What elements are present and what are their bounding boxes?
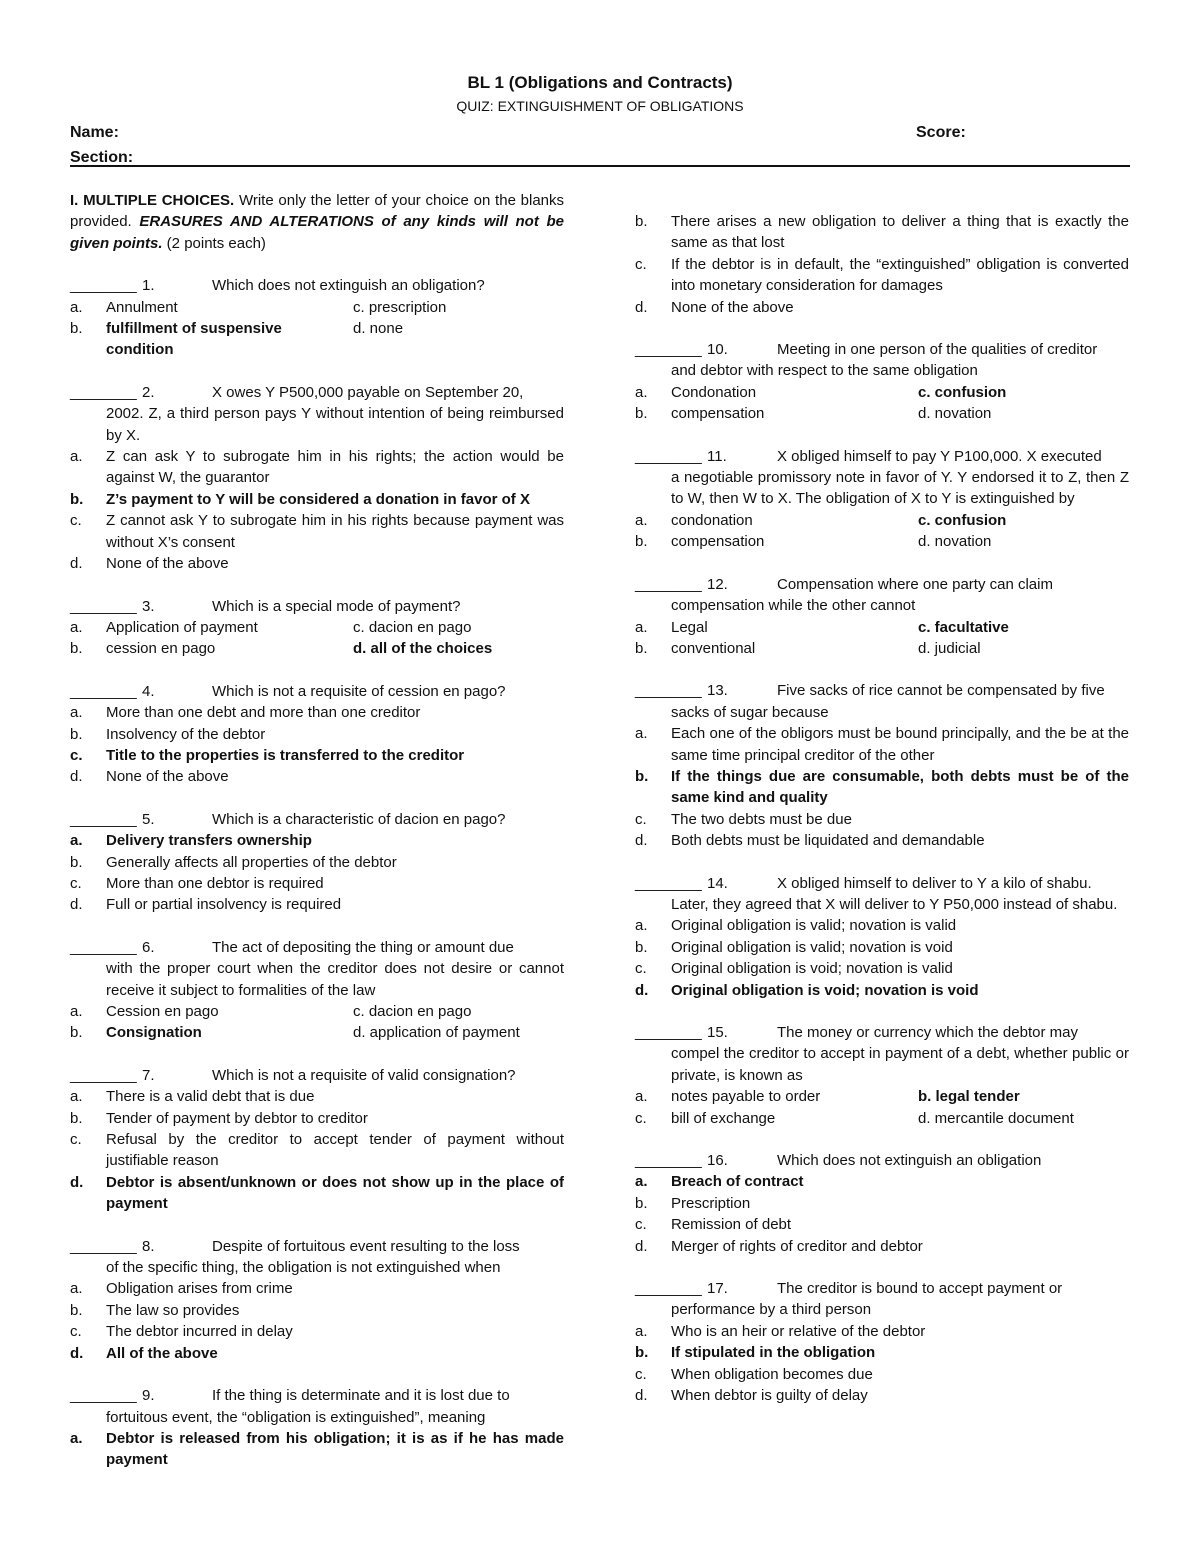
option-d: None of the above [671, 298, 794, 316]
question-11 [635, 446, 1129, 553]
option-a: Breach of contract [671, 1173, 804, 1191]
option-letter: c. [70, 746, 83, 764]
option-letter: d. [635, 1237, 648, 1255]
option-letter: b. [70, 1301, 83, 1319]
option-d: Debtor is absent/unknown or does not show up in the place of payment [106, 1173, 564, 1213]
option-c: The debtor incurred in delay [106, 1323, 293, 1341]
question-number: 11. [707, 447, 727, 465]
question-text-cont: and debtor with respect to the same obligation [671, 362, 978, 380]
question-text: The creditor is bound to accept payment or [777, 1280, 1063, 1298]
option-c: When obligation becomes due [671, 1365, 873, 1383]
option-d: d. novation [918, 405, 992, 423]
question-text: The act of depositing the thing or amount due [212, 938, 514, 956]
question-number: 3. [142, 597, 155, 615]
option-a: Each one of the obligors must be bound principally, and the be at the same time principal creditor of the other [671, 725, 1129, 764]
option-c: More than one debtor is required [106, 874, 324, 892]
option-letter: a. [635, 1322, 648, 1340]
option-a: Who is an heir or relative of the debtor [671, 1322, 926, 1340]
question-number: 7. [142, 1066, 155, 1084]
question-text: If the thing is determinate and it is lost due to [212, 1387, 510, 1405]
question-text: Which is a special mode of payment? [212, 597, 461, 615]
question-1 [70, 275, 564, 361]
option-c: c. dacion en pago [353, 618, 472, 636]
question-text-cont: of the specific thing, the obligation is not extinguished when [106, 1259, 501, 1277]
option-letter: d. [635, 298, 648, 316]
option-d: When debtor is guilty of delay [671, 1387, 868, 1405]
question-text: X obliged himself to pay Y P100,000. X executed [777, 447, 1102, 465]
answer-blank[interactable]: ________ [70, 597, 137, 615]
answer-blank[interactable]: ________ [70, 1237, 137, 1255]
option-letter: a. [70, 704, 83, 722]
option-letter: b. [70, 1024, 83, 1042]
option-letter: a. [70, 448, 83, 466]
question-number: 15. [707, 1024, 728, 1041]
option-c: Z cannot ask Y to subrogate him in his rights because payment was without X’s consent [106, 512, 564, 551]
option-letter: a. [70, 618, 83, 636]
question-text: Which is not a requisite of cession en pago? [212, 682, 506, 700]
header-rule [70, 165, 1130, 167]
score-label: Score: [916, 124, 966, 141]
option-letter: a. [70, 1003, 83, 1020]
option-a: Application of payment [106, 618, 258, 636]
question-text: X obliged himself to deliver to Y a kilo of shabu. [777, 874, 1092, 892]
option-letter: a. [635, 618, 648, 636]
option-d: d. all of the choices [353, 640, 493, 658]
option-c: Title to the properties is transferred to the creditor [106, 746, 465, 764]
option-letter: b. [70, 640, 83, 658]
quiz-title: QUIZ: EXTINGUISHMENT OF OBLIGATIONS [456, 98, 744, 114]
question-number: 16. [707, 1152, 728, 1170]
option-letter: b. [635, 1344, 649, 1362]
answer-blank[interactable]: ________ [635, 447, 702, 465]
answer-blank[interactable]: ________ [70, 810, 137, 828]
option-letter: a. [70, 832, 83, 850]
option-letter: d. [70, 1344, 84, 1362]
question-10 [635, 339, 1129, 425]
question-text: X owes Y P500,000 payable on September 20, [212, 383, 524, 401]
question-text: Which does not extinguish an obligation [777, 1152, 1042, 1170]
option-letter: c. [635, 1109, 647, 1127]
question-text-cont: compensation while the other cannot [671, 597, 916, 615]
instructions-heading: I. MULTIPLE CHOICES. [70, 192, 235, 209]
question-number: 17. [707, 1280, 728, 1298]
option-letter: a. [635, 1088, 648, 1106]
option-d: All of the above [106, 1344, 218, 1362]
question-16 [635, 1150, 1129, 1257]
question-number: 2. [142, 383, 155, 401]
option-d: None of the above [106, 555, 229, 573]
option-c: If the debtor is in default, the “extinguished” obligation is converted into monetary consideration for damages [671, 255, 1129, 295]
option-letter: b. [635, 1194, 648, 1212]
option-b: The law so provides [106, 1301, 240, 1319]
option-a: Annulment [106, 298, 178, 316]
option-b: Z’s payment to Y will be considered a donation in favor of X [106, 490, 530, 508]
option-letter: b. [635, 533, 648, 551]
option-letter: d. [70, 555, 83, 573]
answer-blank[interactable]: ________ [70, 1066, 137, 1084]
option-letter: b. [70, 320, 83, 338]
option-a: Condonation [671, 383, 757, 401]
question-6 [70, 937, 564, 1044]
option-letter: d. [70, 1173, 84, 1191]
option-d: Merger of rights of creditor and debtor [671, 1237, 923, 1255]
option-d: d. mercantile document [918, 1109, 1074, 1127]
option-letter: a. [70, 1429, 83, 1447]
question-text-cont: sacks of sugar because [671, 703, 829, 721]
question-text-cont: Later, they agreed that X will deliver to Y P50,000 instead of shabu. [671, 895, 1118, 913]
question-number: 12. [707, 575, 728, 593]
option-a: Delivery transfers ownership [106, 832, 312, 850]
question-text-cont: 2002. Z, a third person pays Y without intention of being reimbursed by X. [106, 405, 564, 444]
option-b: Generally affects all properties of the debtor [106, 853, 397, 871]
option-d: d. novation [918, 533, 992, 551]
option-letter: a. [635, 383, 648, 401]
instructions-text: Write only the letter of your choice on the blanks provided. [70, 192, 565, 231]
option-letter: d. [635, 832, 648, 850]
option-c: bill of exchange [671, 1109, 776, 1127]
option-letter: b. [70, 725, 83, 743]
question-13 [635, 680, 1129, 851]
question-text-cont: compel the creditor to accept in payment of a debt, whether public or private, is known as [671, 1045, 1129, 1084]
question-text: The money or currency which the debtor may [777, 1024, 1078, 1041]
question-text: Compensation where one party can claim [777, 575, 1053, 593]
option-letter: c. [635, 1365, 647, 1383]
option-a: notes payable to order [671, 1088, 821, 1106]
right-column [635, 211, 1129, 1428]
question-15 [635, 1022, 1129, 1129]
option-b: fulfillment of suspensive condition [106, 320, 282, 359]
option-letter: b. [635, 767, 649, 785]
option-d: None of the above [106, 768, 229, 786]
option-b: Original obligation is valid; novation is void [671, 938, 953, 956]
option-c: Refusal by the creditor to accept tender of payment without justifiable reason [106, 1131, 564, 1170]
question-12 [635, 574, 1129, 660]
option-letter: b. [635, 639, 648, 657]
answer-blank[interactable]: ________ [635, 1280, 702, 1298]
option-letter: a. [635, 511, 648, 529]
question-number: 5. [142, 810, 155, 828]
option-b: Tender of payment by debtor to creditor [106, 1109, 368, 1127]
option-letter: b. [70, 853, 83, 871]
answer-blank[interactable]: ________ [70, 383, 137, 401]
question-text-cont: performance by a third person [671, 1301, 872, 1319]
option-letter: c. [70, 512, 82, 530]
option-letter: a. [70, 1280, 83, 1298]
option-a: Obligation arises from crime [106, 1280, 293, 1298]
question-number: 10. [707, 341, 728, 359]
question-number: 6. [142, 938, 155, 956]
option-letter: b. [635, 938, 648, 956]
question-text-cont: fortuitous event, the “obligation is extinguished”, meaning [106, 1408, 486, 1426]
question-5 [70, 809, 564, 916]
option-c: Original obligation is void; novation is valid [671, 960, 953, 978]
option-b: Consignation [106, 1024, 202, 1042]
option-b: cession en pago [106, 640, 216, 658]
option-letter: c. [70, 1131, 82, 1149]
question-4 [70, 681, 564, 788]
option-c: The two debts must be due [671, 810, 852, 828]
instructions-points: (2 points each) [162, 234, 266, 252]
option-letter: c. [70, 1323, 82, 1341]
question-number: 9. [142, 1387, 155, 1405]
question-text-cont: a negotiable promissory note in favor of Y. Y endorsed it to Z, then Z to W, then W to X. The obligation of X to Y is extinguished by [671, 469, 1129, 508]
option-d: d. none [353, 320, 404, 338]
question-text: Meeting in one person of the qualities of creditor [777, 341, 1098, 359]
question-9-continued [635, 211, 1129, 318]
option-c: Remission of debt [671, 1216, 792, 1234]
option-a: condonation [671, 511, 753, 529]
answer-blank[interactable]: ________ [70, 1387, 137, 1405]
option-letter: b. [70, 1109, 83, 1127]
option-d: d. judicial [918, 639, 981, 657]
option-a: Debtor is released from his obligation; it is as if he has made payment [106, 1429, 564, 1469]
answer-blank[interactable]: ________ [635, 682, 702, 700]
option-letter: a. [70, 1088, 83, 1106]
option-c: c. prescription [353, 298, 447, 316]
question-number: 8. [142, 1237, 155, 1255]
answer-blank[interactable]: ________ [70, 682, 137, 700]
option-b: compensation [671, 533, 765, 551]
option-letter: c. [635, 1216, 647, 1234]
option-letter: a. [70, 298, 83, 316]
question-9 [70, 1385, 564, 1471]
option-b: If stipulated in the obligation [671, 1344, 876, 1362]
option-letter: c. [635, 810, 647, 828]
option-a: Original obligation is valid; novation is valid [671, 917, 957, 935]
option-b: conventional [671, 639, 756, 657]
section-label: Section: [70, 149, 134, 166]
option-d: Original obligation is void; novation is void [671, 981, 979, 999]
question-2 [70, 382, 564, 575]
question-14 [635, 873, 1129, 1001]
option-c: c. facultative [918, 618, 1009, 636]
option-letter: a. [635, 725, 648, 743]
option-letter: b. [635, 213, 648, 230]
question-text: Which does not extinguish an obligation? [212, 277, 485, 295]
option-d: d. application of payment [353, 1024, 520, 1042]
question-number: 1. [142, 277, 155, 295]
answer-blank[interactable]: ________ [635, 1024, 702, 1041]
option-a: More than one debt and more than one creditor [106, 704, 421, 722]
course-title: BL 1 (Obligations and Contracts) [467, 73, 733, 92]
option-letter: d. [635, 981, 649, 999]
left-column [70, 190, 564, 1492]
question-number: 4. [142, 682, 155, 700]
option-letter: b. [635, 405, 648, 423]
question-text-cont: with the proper court when the creditor does not desire or cannot receive it subject to formalities of the law [106, 960, 564, 999]
option-b: If the things due are consumable, both debts must be of the same kind and quality [671, 767, 1129, 807]
option-letter: c. [635, 960, 647, 978]
question-17 [635, 1278, 1129, 1406]
question-7 [70, 1065, 564, 1215]
question-text: Which is not a requisite of valid consignation? [212, 1066, 516, 1084]
option-c: c. dacion en pago [353, 1003, 472, 1020]
option-d: Both debts must be liquidated and demandable [671, 832, 985, 850]
option-b: b. legal tender [918, 1088, 1020, 1106]
quiz-header [70, 72, 1130, 174]
answer-blank[interactable]: ________ [70, 277, 137, 295]
option-c: c. confusion [918, 383, 1007, 401]
question-text: Five sacks of rice cannot be compensated by five [777, 682, 1105, 700]
question-number: 14. [707, 874, 728, 892]
question-text: Despite of fortuitous event resulting to the loss [212, 1237, 520, 1255]
question-text: Which is a characteristic of dacion en pago? [212, 810, 506, 828]
answer-blank[interactable]: ________ [70, 938, 137, 956]
option-letter: a. [635, 1173, 648, 1191]
option-a: There is a valid debt that is due [106, 1088, 315, 1106]
option-letter: d. [635, 1387, 648, 1405]
instructions [70, 190, 564, 254]
option-a: Legal [671, 618, 708, 636]
option-b: compensation [671, 405, 765, 423]
option-letter: c. [635, 255, 647, 273]
question-number: 13. [707, 682, 728, 700]
answer-blank[interactable]: ________ [635, 575, 702, 593]
answer-blank[interactable]: ________ [635, 341, 702, 359]
option-b: There arises a new obligation to deliver a thing that is exactly the same as that lost [671, 213, 1129, 252]
question-8 [70, 1236, 564, 1364]
option-letter: a. [635, 917, 648, 935]
instructions-emphasis: ERASURES AND ALTERATIONS of any kinds will not be given points. [70, 213, 565, 252]
question-3 [70, 596, 564, 660]
option-letter: b. [70, 490, 84, 508]
option-letter: c. [70, 874, 82, 892]
option-letter: d. [70, 768, 83, 786]
option-a: Cession en pago [106, 1003, 219, 1020]
answer-blank[interactable]: ________ [635, 1152, 702, 1170]
answer-blank[interactable]: ________ [635, 874, 702, 892]
option-c: c. confusion [918, 511, 1007, 529]
option-d: Full or partial insolvency is required [106, 896, 342, 914]
option-a: Z can ask Y to subrogate him in his rights; the action would be against W, the guarantor [106, 448, 564, 487]
option-letter: d. [70, 896, 83, 914]
option-b: Insolvency of the debtor [106, 725, 266, 743]
name-label: Name: [70, 124, 119, 141]
option-b: Prescription [671, 1194, 751, 1212]
